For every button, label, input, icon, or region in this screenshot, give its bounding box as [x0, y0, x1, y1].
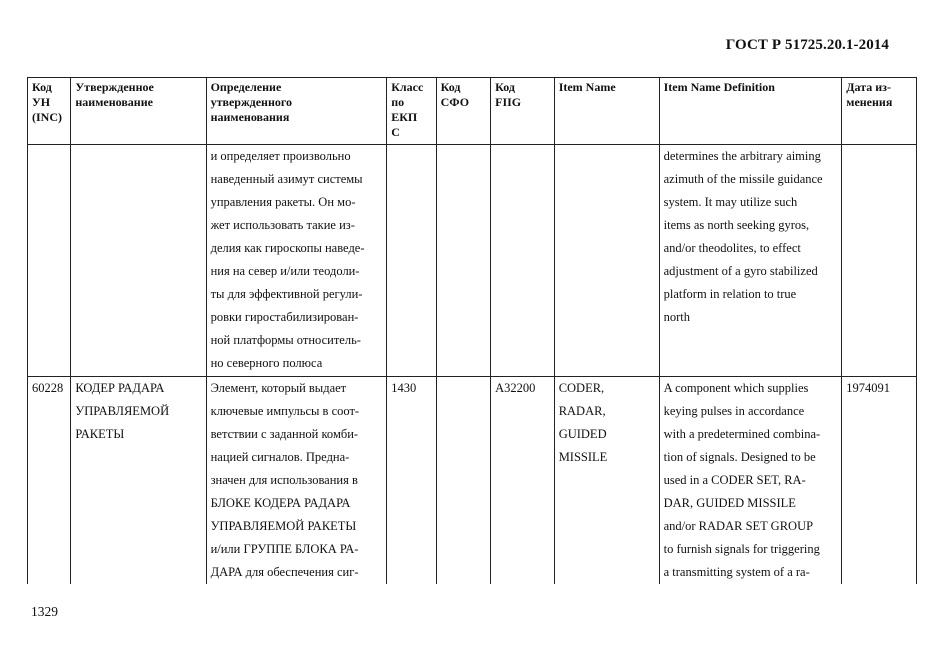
- document-title: ГОСТ Р 51725.20.1-2014: [725, 37, 889, 53]
- text-line: and/or theodolites, to effect: [663, 241, 801, 255]
- cell-item-name: [554, 145, 659, 377]
- text-line: ровки гиростабилизирован-: [210, 310, 359, 324]
- header-line: Утвержденное: [75, 80, 154, 94]
- header-line: Класс: [391, 80, 424, 94]
- column-header-fiig-code: [491, 78, 555, 145]
- column-header-approved-name: [71, 78, 206, 145]
- text-line: нацией сигналов. Предна-: [210, 450, 350, 464]
- header-line: Item Name: [558, 80, 616, 94]
- cell-inc: [28, 145, 71, 377]
- header-line: FIIG: [495, 95, 522, 109]
- text-line: БЛОКЕ КОДЕРА РАДАРА: [210, 496, 351, 510]
- text-line: и/или ГРУППЕ БЛОКА РА-: [210, 542, 359, 556]
- header-line: Код: [495, 80, 515, 94]
- column-header-item-name: [554, 78, 659, 145]
- text-line: Элемент, который выдает: [210, 381, 347, 395]
- text-line: a transmitting system of a ra-: [663, 565, 810, 579]
- text-line: значен для использования в: [210, 473, 358, 487]
- header-line: Item Name Definition: [663, 80, 775, 94]
- header-line: менения: [846, 95, 893, 109]
- header-line: Код: [440, 80, 461, 94]
- header-line: Определение: [210, 80, 282, 94]
- text-line: MISSILE: [558, 450, 608, 464]
- catalog-table: [27, 77, 917, 584]
- column-header-sfo-code: [436, 78, 490, 145]
- text-line: to furnish signals for triggering: [663, 542, 820, 556]
- cell-approved-name: [71, 377, 206, 585]
- header-line: наименование: [75, 95, 153, 109]
- cell-item-name-definition: [659, 145, 842, 377]
- cell-change-date: [842, 145, 917, 377]
- cell-item-name-definition: [659, 377, 842, 585]
- cell-sfo-code: [436, 145, 490, 377]
- text-line: РАКЕТЫ: [75, 427, 125, 441]
- text-line: GUIDED: [558, 427, 607, 441]
- column-header-ekps-class: [387, 78, 436, 145]
- text-line: items as north seeking gyros,: [663, 218, 810, 232]
- text-line: determines the arbitrary aiming: [663, 149, 821, 163]
- text-line: DAR, GUIDED MISSILE: [663, 496, 796, 510]
- cell-definition: [206, 377, 387, 585]
- text-line: УПРАВЛЯЕМОЙ РАКЕТЫ: [210, 519, 357, 533]
- column-header-change-date: [842, 78, 917, 145]
- text-line: делия как гироскопы наведе-: [210, 241, 365, 255]
- text-line: A component which supplies: [663, 381, 809, 395]
- cell-definition: [206, 145, 387, 377]
- header-line: наименования: [210, 110, 290, 124]
- text-line: ветствии с заданной комби-: [210, 427, 359, 441]
- header-line: утвержденного: [210, 95, 293, 109]
- text-line: ной платформы относитель-: [210, 333, 361, 347]
- column-header-item-name-definition: [659, 78, 842, 145]
- table-row: [28, 145, 917, 377]
- text-line: ДАРА для обеспечения сиг-: [210, 565, 359, 579]
- cell-item-name: [554, 377, 659, 585]
- text-line: ния на север и/или теодоли-: [210, 264, 360, 278]
- text-line: ключевые импульсы в соот-: [210, 404, 360, 418]
- text-line: ты для эффективной регули-: [210, 287, 363, 301]
- cell-approved-name: [71, 145, 206, 377]
- text-line: наведенный азимут системы: [210, 172, 363, 186]
- header-line: Дата из-: [846, 80, 891, 94]
- header-line: Код: [32, 80, 52, 94]
- text-line: RADAR,: [558, 404, 606, 418]
- text-line: КОДЕР РАДАРА: [75, 381, 165, 395]
- header-line: ЕКП: [391, 110, 418, 124]
- table-header: [28, 78, 917, 145]
- text-line: CODER,: [558, 381, 605, 395]
- column-header-inc: [28, 78, 71, 145]
- header-line: С: [391, 125, 400, 139]
- header-line: СФО: [440, 95, 470, 109]
- cell-ekps-class: [387, 145, 436, 377]
- cell-sfo-code: [436, 377, 490, 585]
- text-line: keying pulses in accordance: [663, 404, 805, 418]
- text-line: used in a CODER SET, RA-: [663, 473, 806, 487]
- text-line: and/or RADAR SET GROUP: [663, 519, 814, 533]
- cell-inc: 60228: [28, 377, 71, 585]
- column-header-definition: [206, 78, 387, 145]
- cell-fiig-code: A32200: [491, 377, 555, 585]
- page-number: 1329: [31, 604, 58, 619]
- header-line: (INC): [32, 110, 62, 124]
- text-line: north: [663, 310, 691, 324]
- text-line: platform in relation to true: [663, 287, 797, 301]
- text-line: tion of signals. Designed to be: [663, 450, 816, 464]
- header-line: по: [391, 95, 405, 109]
- header-row: [28, 78, 917, 145]
- text-line: with a predetermined combina-: [663, 427, 821, 441]
- text-line: azimuth of the missile guidance: [663, 172, 823, 186]
- text-line: УПРАВЛЯЕМОЙ: [75, 404, 170, 418]
- text-line: и определяет произвольно: [210, 149, 351, 163]
- text-line: управления ракеты. Он мо-: [210, 195, 356, 209]
- header-line: УН: [32, 95, 51, 109]
- text-line: adjustment of a gyro stabilized: [663, 264, 818, 278]
- text-line: жет использовать такие из-: [210, 218, 355, 232]
- cell-ekps-class: 1430: [387, 377, 436, 585]
- table-row: [28, 377, 917, 585]
- cell-change-date: 1974091: [842, 377, 917, 585]
- cell-fiig-code: [491, 145, 555, 377]
- text-line: system. It may utilize such: [663, 195, 798, 209]
- text-line: но северного полюса: [210, 356, 323, 370]
